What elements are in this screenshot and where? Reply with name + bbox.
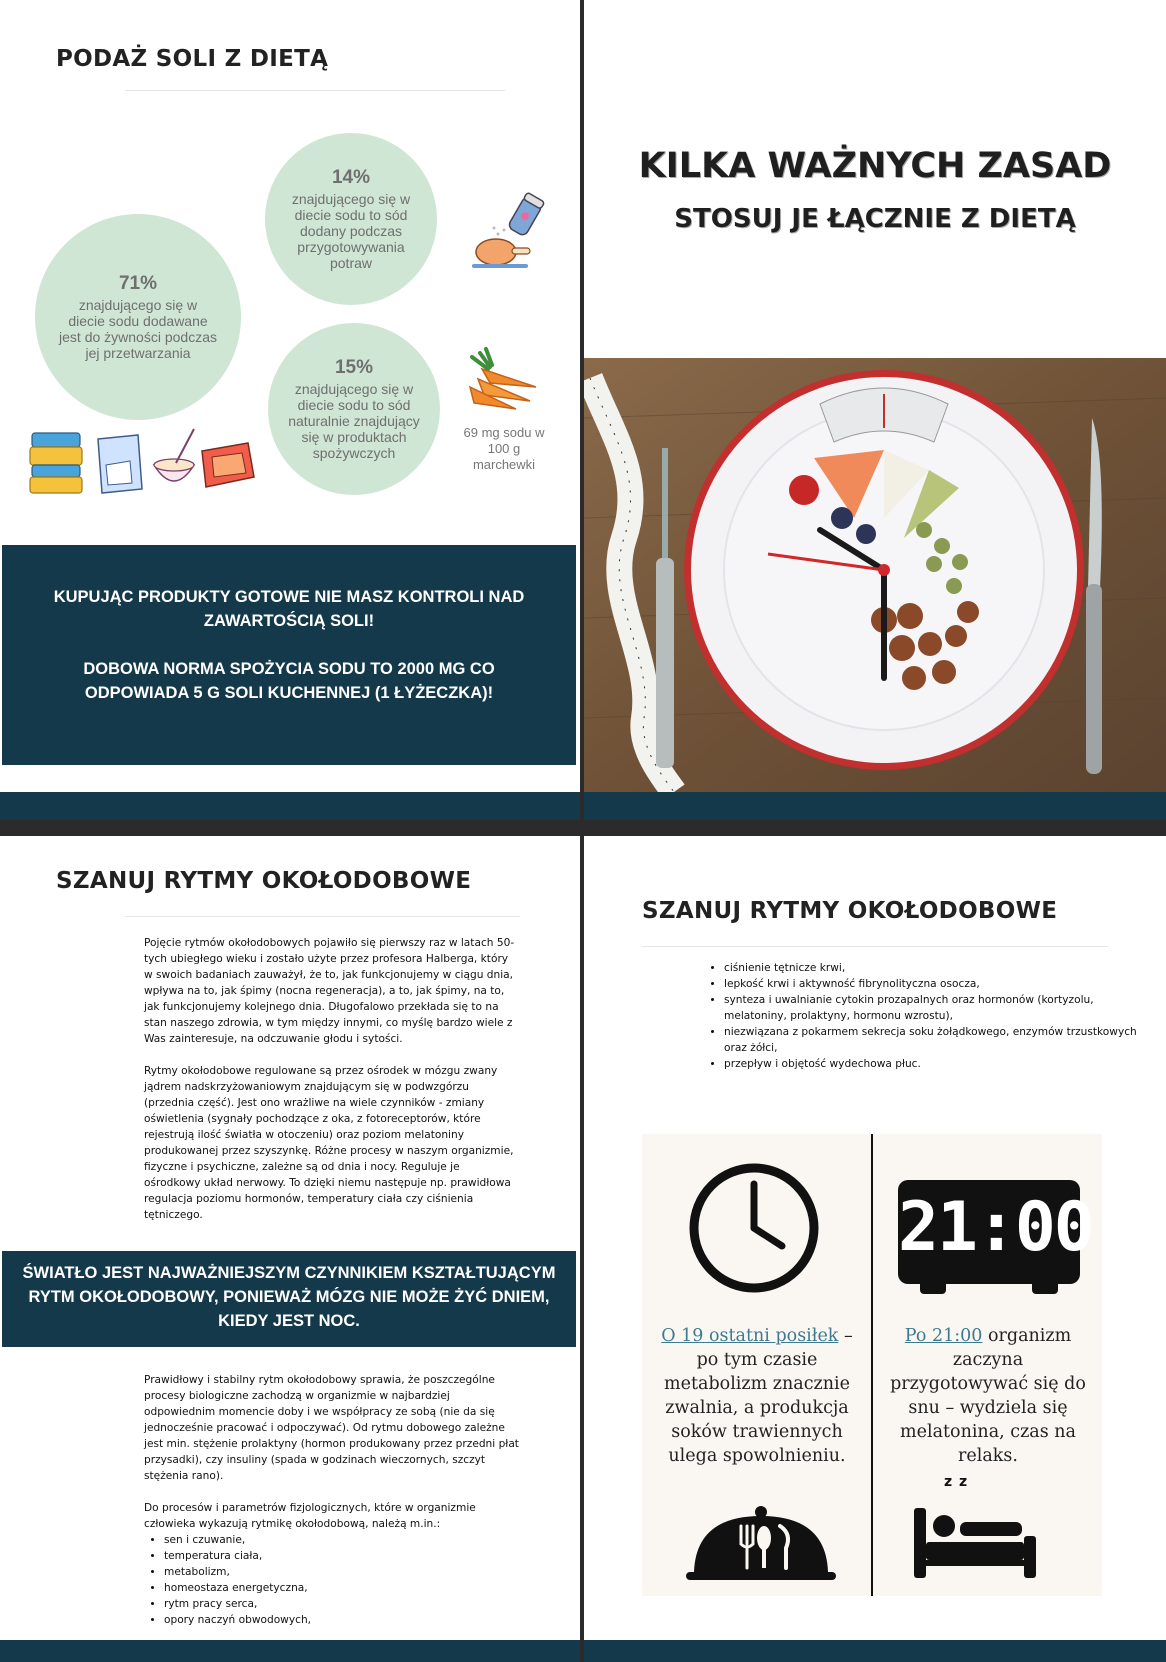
title-divider [125,916,520,917]
sleep-z-icon: z z [944,1474,969,1490]
digital-clock-icon [898,1180,1093,1284]
title-divider [125,90,505,91]
title-divider [642,946,1108,947]
page-circadian-rhythms-2 [584,836,1166,1662]
salt-shaker-chicken-icon [468,190,548,274]
list-item: • synteza i uwalnianie cytokin prozapalnych oraz hormonów (kortyzolu, melatoniny, prolaktyny, hormonu wzrostu), [724,992,1144,1024]
page-footer-bar [0,792,580,820]
list-item: • ciśnienie tętnicze krwi, [724,960,1144,976]
physiology-list [144,1532,519,1628]
list-item: • metabolizm, [164,1564,519,1580]
meal-time-description: – po tym czasie metabolizm znacznie zwalnia, a produkcja soków trawiennych ulega spowolnieniu. [664,1326,853,1466]
list-item: • sen i czuwanie, [164,1532,519,1548]
paragraph: Do procesów i parametrów fizjologicznych, które w organizmie człowieka wykazują rytmikę okołodobową, należą m.in.: [144,1502,476,1530]
page-title: KILKA WAŻNYCH ZASAD [638,146,1112,186]
warning-ready-products: KUPUJĄC PRODUKTY GOTOWE NIE MASZ KONTROLI NAD ZAWARTOŚCIĄ SOLI! [53,588,525,630]
page-title: SZANUJ RYTMY OKOŁODOBOWE [642,898,1058,924]
physiology-list-continued [704,960,1144,1072]
page-title: SZANUJ RYTMY OKOŁODOBOWE [56,868,472,894]
page-title: PODAŻ SOLI Z DIETĄ [56,46,329,72]
page-important-rules [584,0,1166,820]
carrots-icon [460,343,546,411]
sleep-time-highlight: Po 21:00 [904,1326,983,1346]
salt-warning-box [2,545,576,765]
page-subtitle: STOSUJ JE ŁĄCZNIE Z DIETĄ [674,204,1076,234]
intro-text [144,935,519,1239]
physiology-list [704,960,1144,1072]
clock-icon [686,1160,822,1296]
stat-text: znajdującego się w diecie sodu to sód naturalnie znajdujący się w produktach spożywczych [288,381,420,461]
list-item: • niezwiązana z pokarmem sekrecja soku żołądkowego, enzymów trzustkowych oraz żółci, [724,1024,1144,1056]
warning-daily-norm: DOBOWA NORMA SPOŻYCIA SODU TO 2000 MG CO ODPOWIADA 5 G SOLI KUCHENNEJ (1 ŁYŻECZKA)! [83,660,495,702]
cloche-cutlery-icon [686,1504,836,1584]
stat-text: znajdującego się w diecie sodu dodawane jest do żywności podczas jej przetwarzania [59,297,217,361]
page-salt-intake [0,0,580,820]
stat-circle-14 [265,133,437,305]
bed-icon [910,1492,1040,1584]
list-item: • lepkość krwi i aktywność fibrynolityczna osocza, [724,976,1144,992]
stat-percent: 71% [118,273,158,294]
meal-sleep-infographic [642,1134,1102,1596]
body-text-continued [144,1372,519,1628]
page-footer-bar [584,1640,1166,1662]
processed-foods-icon [26,425,260,499]
panel-divider [871,1134,873,1596]
meal-time-highlight: O 19 ostatni posiłek [661,1326,839,1346]
sleep-time-text [882,1324,1094,1468]
page-footer-bar [0,1640,580,1662]
stat-circle-15 [268,323,440,495]
stat-text: znajdującego się w diecie sodu to sód dodany podczas przygotowywania potraw [291,191,411,271]
sleep-time-description: organizm zaczyna przygotowywać się do snu – wydziela się melatonina, czas na relaks. [890,1326,1086,1466]
carrot-sodium-note: 69 mg sodu w 100 g marchewki [463,425,545,472]
highlight-text: ŚWIATŁO JEST NAJWAŻNIEJSZYM CZYNNIKIEM KSZTAŁTUJĄCYM RYTM OKOŁODOBOWY, PONIEWAŻ MÓZG NIE MOŻE ŻYĆ DNIEM, KIEDY JEST NOC. [22,1264,556,1330]
list-item: • rytm pracy serca, [164,1596,519,1612]
stat-percent: 14% [331,167,371,188]
list-item: • opory naczyń obwodowych, [164,1612,519,1628]
list-item: • przepływ i objętość wydechowa płuc. [724,1056,1144,1072]
paragraph: Prawidłowy i stabilny rytm okołodobowy sprawia, że poszczególne procesy biologiczne zachodzą w organizmie w najbardziej odpowiednim momencie doby i we współpracy ze sobą (nie da się jednocześnie pracować i odpoczywać). Od rytmu dobowego zależne jest min. stężenie prolaktyny (hormon produkowany przez przedni płat przysadki), czy insuliny (spada w godzinach wieczornych, szczyt stężenia rano). [144,1374,519,1482]
page-circadian-rhythms [0,836,580,1662]
stat-percent: 15% [334,357,374,378]
list-item: • homeostaza energetyczna, [164,1580,519,1596]
page-footer-bar [584,792,1166,820]
stat-circle-71 [35,214,241,420]
paragraph: Rytmy okołodobowe regulowane są przez ośrodek w mózgu zwany jądrem nadskrzyżowaniowym znajdującym się w podwzgórzu (przednia część). Jest ono wrażliwe na wiele czynników - zmiany oświetlenia (sygnały pochodzące z oka, z fotoreceptorów, które rejestrują ilość światła w otoczeniu) oraz poziom melatoniny produkowanej przez szyszynkę. Różne procesy w naszym organizmie, fizyczne i psychiczne, zależne są od dnia i nocy. Reguluje je ośrodkowy układ nerwowy. To dzięki niemu następuje np. prawidłowa regulacja poziomu hormonów, temperatury ciała czy ciśnienia tętniczego. [144,1065,514,1221]
paragraph: Pojęcie rytmów okołodobowych pojawiło się pierwszy raz w latach 50-tych ubiegłego wieku i zostało użyte przez profesora Halberga, który w swoich badaniach zauważył, że to, jak funkcjonujemy w ciągu dnia, wpływa na to, jak śpimy (nocna regeneracja), a to, jak śpimy, na to, jak funkcjonujemy kolejnego dnia. Długofalowo przekłada się to na stan naszego zdrowia, w tym między innymi, co myślę bardzo wiele z Was zainteresuje, na odczuwanie głodu i sytości. [144,937,515,1045]
digital-clock-display: 21:00 [898,1188,1093,1267]
meal-time-text [654,1324,860,1468]
list-item: • temperatura ciała, [164,1548,519,1564]
plate-clock-photo [584,358,1166,792]
light-highlight-box [2,1251,576,1347]
